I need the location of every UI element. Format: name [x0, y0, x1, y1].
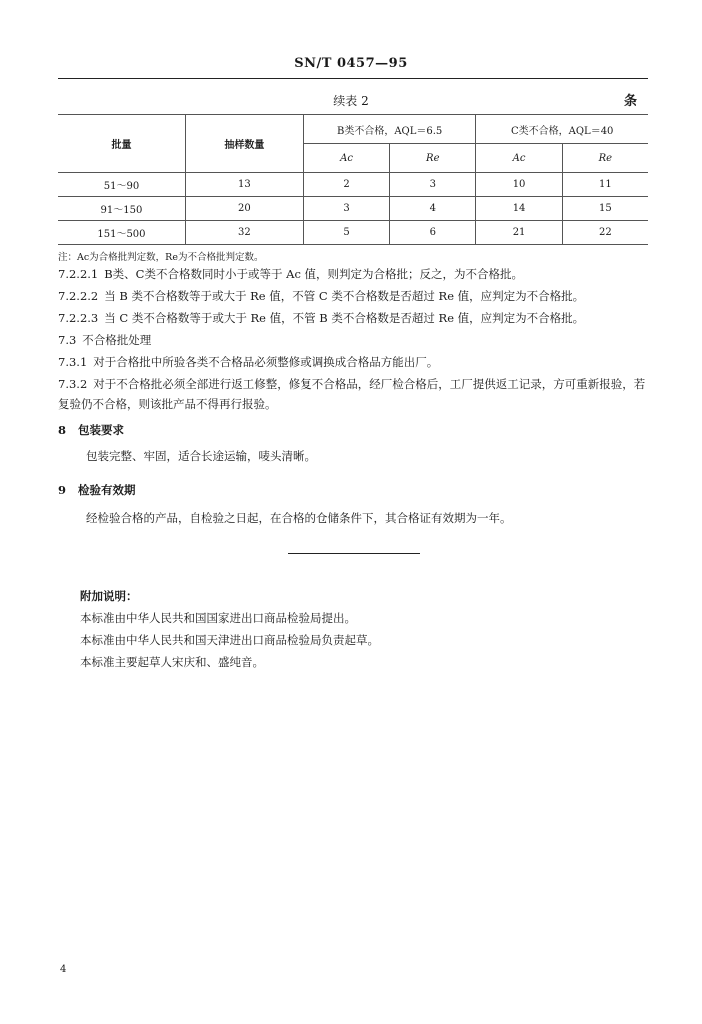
sampling-table	[58, 114, 648, 245]
section-9-body: 经检验合格的产品，自检验之日起，在合格的仓储条件下，其合格证有效期为一年。	[86, 511, 512, 525]
clause-text: 当 C 类不合格数等于或大于 Re 值，不管 B 类不合格数是否超过 Re 值，应判定为不合格批。	[104, 311, 585, 325]
clause-number: 7.2.2.1	[58, 267, 99, 281]
cell-sample-size: 32	[185, 221, 303, 245]
header-sample-size: 抽样数量	[185, 115, 303, 173]
appendix-line: 本标准由中华人民共和国天津进出口商品检验局负责起草。	[80, 633, 379, 647]
cell-b-re: 6	[390, 221, 476, 245]
appendix-line: 本标准主要起草人宋庆和、盛纯音。	[80, 655, 264, 669]
clause-7-2-2-3	[58, 308, 650, 328]
section-8-body: 包装完整、牢固，适合长途运输，唛头清晰。	[86, 449, 316, 463]
clause-number: 7.2.2.2	[58, 289, 99, 303]
cell-b-ac: 2	[303, 173, 389, 197]
section-9-heading	[58, 482, 136, 498]
clause-number: 7.3.2	[58, 377, 88, 391]
clause-text: 对于不合格批必须全部进行返工修整，修复不合格品，经厂检合格后，工厂提供返工记录，方可重新报验，若复验仍不合格，则该批产品不得再行报验。	[58, 377, 646, 411]
header-b-re: Re	[390, 144, 476, 173]
clause-number: 7.3.1	[58, 355, 88, 369]
cell-c-re: 15	[562, 197, 648, 221]
clause-text: 对于合格批中所验各类不合格品必须整修或调换成合格品方能出厂。	[93, 355, 439, 369]
clause-text: 当 B 类不合格数等于或大于 Re 值，不管 C 类不合格数是否超过 Re 值，应判定为不合格批。	[104, 289, 585, 303]
table-caption: 续表 2	[333, 94, 369, 108]
cell-c-ac: 14	[476, 197, 562, 221]
section-title: 包装要求	[78, 423, 125, 437]
table-right-note: 条	[624, 94, 638, 109]
appendix-title: 附加说明：	[80, 589, 138, 603]
appendix-line: 本标准由中华人民共和国国家进出口商品检验局提出。	[80, 611, 356, 625]
section-number: 9	[58, 483, 67, 497]
header-c-ac: Ac	[476, 144, 562, 173]
cell-c-re: 11	[562, 173, 648, 197]
header-class-c: C类不合格，AQL＝40	[476, 115, 648, 144]
cell-lot-size: 51～90	[58, 173, 185, 197]
section-8-heading	[58, 422, 124, 438]
cell-b-ac: 5	[303, 221, 389, 245]
clause-7-2-2-2	[58, 286, 650, 306]
clause-7-2-2-1	[58, 264, 650, 284]
end-rule	[288, 553, 420, 554]
cell-c-re: 22	[562, 221, 648, 245]
document-code: SN/T 0457—95	[294, 56, 408, 71]
clause-number: 7.3	[58, 333, 77, 347]
clause-text: B类、C类不合格数同时小于或等于 Ac 值，则判定为合格批；反之，为不合格批。	[104, 267, 524, 281]
cell-sample-size: 20	[185, 197, 303, 221]
cell-sample-size: 13	[185, 173, 303, 197]
clause-7-3-2	[58, 374, 650, 414]
cell-lot-size: 91～150	[58, 197, 185, 221]
clause-7-3	[58, 330, 650, 350]
cell-c-ac: 10	[476, 173, 562, 197]
table-footnote: 注：Ac为合格批判定数，Re为不合格批判定数。	[58, 252, 264, 263]
page-number: 4	[60, 964, 67, 975]
cell-lot-size: 151～500	[58, 221, 185, 245]
header-c-re: Re	[562, 144, 648, 173]
section-number: 8	[58, 423, 67, 437]
cell-b-re: 3	[390, 173, 476, 197]
clause-7-3-1	[58, 352, 650, 372]
header-b-ac: Ac	[303, 144, 389, 173]
cell-c-ac: 21	[476, 221, 562, 245]
cell-b-ac: 3	[303, 197, 389, 221]
header-class-b: B类不合格，AQL＝6.5	[303, 115, 476, 144]
clause-text: 不合格批处理	[82, 333, 152, 347]
table-row	[58, 221, 648, 245]
header-lot-size: 批量	[58, 115, 185, 173]
clause-number: 7.2.2.3	[58, 311, 99, 325]
table-row	[58, 197, 648, 221]
table-row	[58, 173, 648, 197]
header-rule	[58, 78, 648, 79]
section-title: 检验有效期	[78, 483, 136, 497]
cell-b-re: 4	[390, 197, 476, 221]
